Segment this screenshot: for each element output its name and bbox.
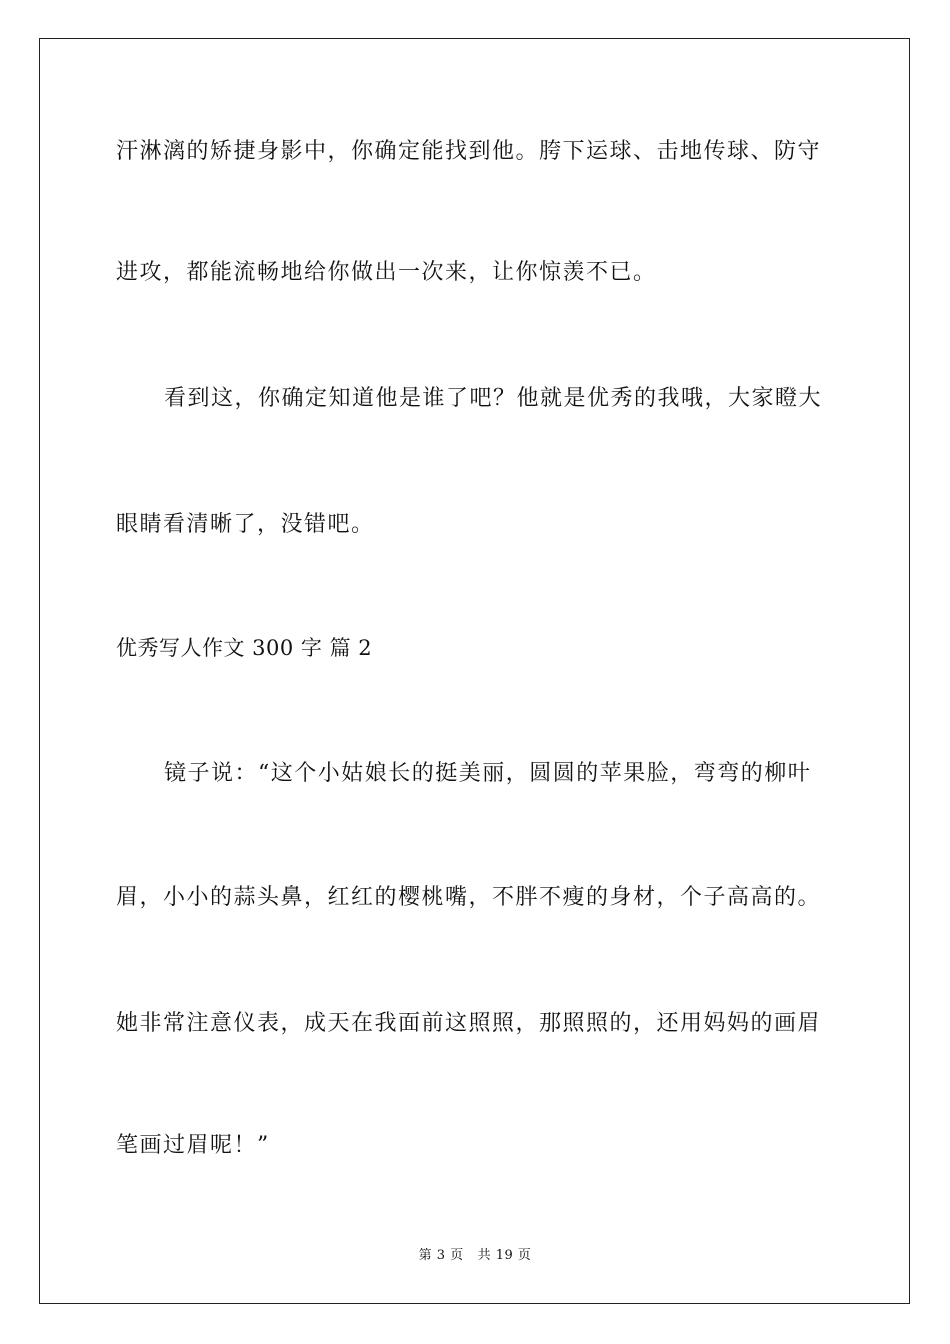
section-heading: 优秀写人作文 300 字 篇 2 — [116, 636, 373, 660]
page-footer — [0, 1247, 950, 1265]
paragraph-line: 进攻，都能流畅地给你做出一次来，让你惊羡不已。 — [116, 260, 657, 285]
page-total: 共 19 页 — [477, 1248, 532, 1263]
paragraph-line: 汗淋漓的矫捷身影中，你确定能找到他。胯下运球、击地传球、防守 — [116, 139, 822, 164]
paragraph-line: 她非常注意仪表，成天在我面前这照照，那照照的，还用妈妈的画眉 — [116, 1011, 822, 1036]
paragraph-line: 笔画过眉呢！” — [116, 1133, 270, 1158]
paragraph-line: 眉，小小的蒜头鼻，红红的樱桃嘴，不胖不瘦的身材，个子高高的。 — [116, 885, 822, 910]
page-number: 第 3 页 — [418, 1248, 464, 1263]
paragraph-line: 眼睛看清晰了，没错吧。 — [116, 512, 375, 537]
page-border — [39, 38, 910, 1304]
paragraph-line: 镜子说：“这个小姑娘长的挺美丽，圆圆的苹果脸，弯弯的柳叶 — [164, 761, 812, 786]
paragraph-line: 看到这，你确定知道他是谁了吧？他就是优秀的我哦，大家瞪大 — [164, 386, 823, 411]
